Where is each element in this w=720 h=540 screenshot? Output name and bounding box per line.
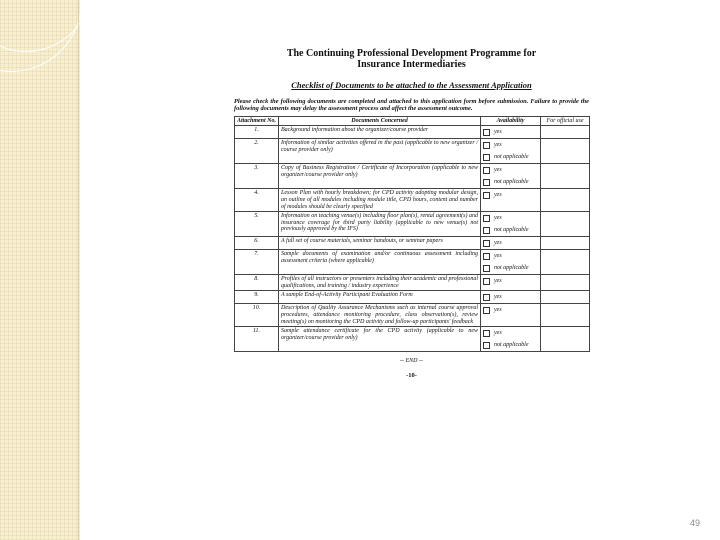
header-official-use: For official use	[541, 116, 590, 126]
checkbox-label: yes	[494, 129, 502, 136]
checkbox[interactable]	[483, 192, 490, 199]
checklist-table	[234, 116, 590, 352]
document-description: Description of Quality Assurance Mechanisms such as internal course approval procedures, attendance monitoring procedure, class observation(s), review meeting(s) on monitoring the CPD activity and follow-up participants' feedback	[279, 304, 481, 327]
checkbox[interactable]	[483, 179, 490, 186]
title-line-1: The Continuing Professional Development Programme for	[286, 48, 537, 59]
yes-option[interactable]	[483, 165, 538, 175]
checkbox-label: yes	[494, 192, 502, 199]
attachment-number: 4.	[235, 189, 279, 212]
table-row	[235, 250, 590, 275]
checkbox-label: yes	[494, 329, 502, 336]
not-applicable-option[interactable]	[483, 225, 538, 235]
official-use-cell	[541, 126, 590, 139]
official-use-cell	[541, 189, 590, 212]
checkbox-label: yes	[494, 214, 502, 221]
checkbox[interactable]	[483, 278, 490, 285]
document-description: Sample documents of examination and/or continuous assessment including assessment criteria (where applicable)	[279, 250, 481, 275]
sidebar-divider	[78, 0, 79, 540]
checkbox-label: yes	[494, 252, 502, 259]
checkbox[interactable]	[483, 215, 490, 222]
table-row	[235, 164, 590, 189]
yes-option[interactable]	[483, 213, 538, 223]
checkbox[interactable]	[483, 167, 490, 174]
attachment-number: 8.	[235, 275, 279, 291]
yes-option[interactable]	[483, 292, 538, 302]
not-applicable-option[interactable]	[483, 263, 538, 273]
table-row	[235, 275, 590, 291]
yes-option[interactable]	[483, 305, 538, 315]
official-use-cell	[541, 139, 590, 164]
document-title	[234, 48, 589, 70]
document-description: Background information about the organizer/course provider	[279, 126, 481, 139]
table-row	[235, 139, 590, 164]
document-description: Sample attendance certificate for the CPD activity (applicable to new organizer/course provider only)	[279, 327, 481, 352]
checkbox[interactable]	[483, 129, 490, 136]
checkbox-label: yes	[494, 142, 502, 149]
table-row	[235, 327, 590, 352]
header-documents: Documents Concerned	[279, 116, 481, 126]
availability-cell	[481, 250, 541, 275]
checkbox[interactable]	[483, 342, 490, 349]
checkbox[interactable]	[483, 240, 490, 247]
checkbox-label: not applicable	[494, 341, 529, 348]
checkbox[interactable]	[483, 265, 490, 272]
document-description: Information on teaching venue(s) including floor plan(s), rental agreement(s) and insurance coverage for third party liability (applicable to new venue(s) not previously approved by the IFS)	[279, 212, 481, 237]
checkbox-label: not applicable	[494, 264, 529, 271]
checkbox-label: yes	[494, 307, 502, 314]
official-use-cell	[541, 250, 590, 275]
checkbox[interactable]	[483, 294, 490, 301]
yes-option[interactable]	[483, 328, 538, 338]
document-description: A sample End-of-Activity Participant Evaluation Form	[279, 291, 481, 304]
attachment-number: 11.	[235, 327, 279, 352]
table-row	[235, 189, 590, 212]
official-use-cell	[541, 212, 590, 237]
document-description: Profiles of all instructors or presenters including their academic and professional qualifications, and training / industry experience	[279, 275, 481, 291]
availability-cell	[481, 275, 541, 291]
availability-cell	[481, 304, 541, 327]
checkbox-label: yes	[494, 277, 502, 284]
table-row	[235, 304, 590, 327]
table-header-row	[235, 116, 590, 126]
yes-option[interactable]	[483, 127, 538, 137]
document-description: Information of similar activities offered in the past (applicable to new organizer / course provider only)	[279, 139, 481, 164]
checkbox[interactable]	[483, 227, 490, 234]
availability-cell	[481, 164, 541, 189]
attachment-number: 5.	[235, 212, 279, 237]
availability-cell	[481, 237, 541, 250]
official-use-cell	[541, 237, 590, 250]
checkbox[interactable]	[483, 154, 490, 161]
document-description: Lesson Plan with hourly breakdown; for CPD activity adopting modular design, an outline of all modules including module title, CPD hours, content and number of modules should be clearly specified	[279, 189, 481, 212]
yes-option[interactable]	[483, 276, 538, 286]
yes-option[interactable]	[483, 238, 538, 248]
checkbox-label: not applicable	[494, 179, 529, 186]
document-description: Copy of Business Registration / Certificate of Incorporation (applicable to new organizer/course provider only)	[279, 164, 481, 189]
attachment-number: 9.	[235, 291, 279, 304]
availability-cell	[481, 126, 541, 139]
checklist-title: Checklist of Documents to be attached to the Assessment Application	[291, 80, 532, 90]
official-use-cell	[541, 164, 590, 189]
title-line-2: Insurance Intermediaries	[357, 59, 466, 70]
table-row	[235, 291, 590, 304]
official-use-cell	[541, 291, 590, 304]
official-use-cell	[541, 327, 590, 352]
checkbox-label: yes	[494, 294, 502, 301]
availability-cell	[481, 139, 541, 164]
availability-cell	[481, 327, 541, 352]
table-row	[235, 237, 590, 250]
checkbox-label: yes	[494, 239, 502, 246]
attachment-number: 6.	[235, 237, 279, 250]
checkbox-label: not applicable	[494, 226, 529, 233]
intro-text: Please check the following documents are completed and attached to this application form before submission. Failure to provide the following documents may delay the assessment process and affect the assessment outcome.	[234, 98, 589, 113]
not-applicable-option[interactable]	[483, 152, 538, 162]
not-applicable-option[interactable]	[483, 177, 538, 187]
document-page	[234, 48, 589, 379]
checkbox-label: yes	[494, 167, 502, 174]
header-availability: Availability	[481, 116, 541, 126]
yes-option[interactable]	[483, 190, 538, 200]
official-use-cell	[541, 275, 590, 291]
checkbox[interactable]	[483, 142, 490, 149]
document-description: A full set of course materials, seminar handouts, or seminar papers	[279, 237, 481, 250]
availability-cell	[481, 291, 541, 304]
yes-option[interactable]	[483, 140, 538, 150]
decorative-sidebar	[0, 0, 80, 540]
end-marker: -- END --	[400, 358, 423, 365]
table-row	[235, 212, 590, 237]
checkbox[interactable]	[483, 330, 490, 337]
availability-cell	[481, 212, 541, 237]
checkbox[interactable]	[483, 307, 490, 314]
page-number: -10-	[406, 372, 417, 380]
yes-option[interactable]	[483, 251, 538, 261]
checkbox[interactable]	[483, 253, 490, 260]
table-row	[235, 126, 590, 139]
attachment-number: 3.	[235, 164, 279, 189]
checkbox-label: not applicable	[494, 154, 529, 161]
attachment-number: 1.	[235, 126, 279, 139]
slide-number: 49	[690, 518, 701, 528]
attachment-number: 7.	[235, 250, 279, 275]
table-body	[235, 126, 590, 352]
official-use-cell	[541, 304, 590, 327]
attachment-number: 2.	[235, 139, 279, 164]
availability-cell	[481, 189, 541, 212]
header-attachment: Attachment No.	[235, 116, 279, 126]
not-applicable-option[interactable]	[483, 340, 538, 350]
attachment-number: 10.	[235, 304, 279, 327]
